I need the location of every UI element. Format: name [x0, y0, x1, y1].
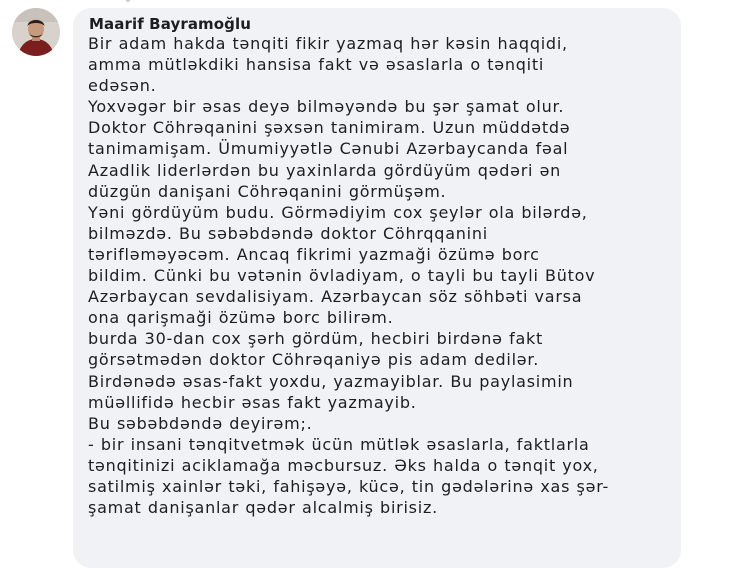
comment-line: edəsən. — [88, 76, 157, 96]
comment-line: tənqitinizi aciklamağa məcbursuz. Əks halda o tənqit yox, — [88, 455, 599, 475]
comment-line: Birdənədə əsas-fakt yoxdu, yazmayiblar. Bu paylasimin — [88, 371, 574, 391]
comment-line: Azərbaycan sevdalisiyam. Azərbaycan söz söhbəti varsa — [88, 287, 583, 307]
comment-line: burda 30-dan cox şərh gördüm, hecbiri birdənə fakt — [88, 329, 544, 349]
comment-line: görsətmədən doktor Cöhrəqaniyə pis adam dedilər. — [88, 350, 540, 370]
author-avatar[interactable] — [12, 8, 60, 56]
comment-line: ona qarişmaği özümə borc bilirəm. — [88, 308, 394, 328]
comment-line: düzgün danişani Cöhrəqanini görmüşəm. — [88, 181, 447, 201]
comment-line: - bir insani tənqitvetmək ücün mütlək əsaslarla, faktlarla — [88, 434, 590, 454]
comment-line: şamat danişanlar qədər alcalmiş birisiz. — [88, 498, 438, 518]
comment-line: Azadlik liderlərdən bu yaxinlarda gördüyüm qədəri ən — [88, 160, 562, 180]
comment-body — [88, 33, 678, 518]
comment-line: Bir adam hakda tənqiti fikir yazmaq hər kəsin haqqidi, — [88, 34, 568, 53]
avatar-photo — [12, 8, 60, 56]
comment-line: Yəni gördüyüm budu. Görmədiyim cox şeylər ola bilərdə, — [88, 202, 588, 222]
comment-line: tərifləməyəcəm. Ancaq fikrimi yazmaği özümə borc — [88, 244, 540, 264]
comment-line: bilməzdə. Bu səbəbdəndə doktor Cöhrqqanini — [88, 223, 488, 243]
comment-line: Doktor Cöhrəqanini şəxsən tanimiram. Uzun müddətdə — [88, 118, 571, 138]
previous-comment-fragment — [126, 0, 130, 2]
comment-line: satilmiş xainlər təki, fahişəyə, kücə, tin gədələrinə xas şər- — [88, 476, 610, 496]
comment-author-name[interactable]: Maarif Bayramoğlu — [89, 15, 252, 33]
comment-line: bildim. Cünki bu vətənin övladiyam, o tayli bu tayli Bütov — [88, 266, 596, 286]
comment-line: müəllifidə hecbir əsas fakt yazmayib. — [88, 392, 417, 412]
comment-line: Bu səbəbdəndə deyirəm;. — [88, 413, 313, 433]
comment-line: Yoxvəgər bir əsas deyə bilməyəndə bu şər şamat olur. — [88, 97, 565, 117]
comment-line: tanimamişam. Ümumiyyətlə Cənubi Azərbaycanda fəal — [88, 139, 569, 159]
comment-line: amma mütləkdiki hansisa fakt və əsaslarla o tənqiti — [88, 55, 545, 75]
